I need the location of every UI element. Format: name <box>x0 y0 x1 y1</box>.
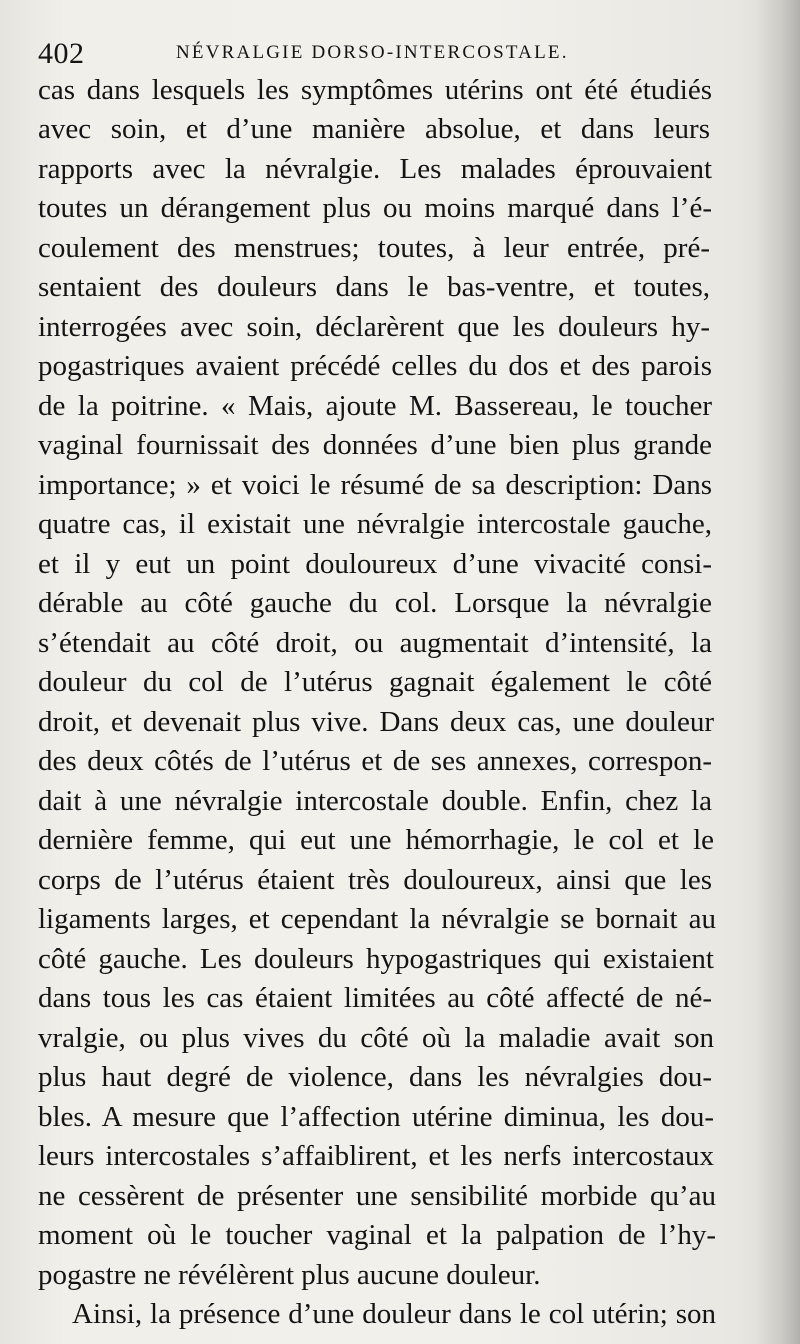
text-line: moment où le toucher vaginal et la palpation de l’hy- <box>38 1219 716 1251</box>
text-line: et il y eut un point douloureux d’une vivacité consi- <box>38 548 712 580</box>
text-line: quatre cas, il existait une névralgie intercostale gauche, <box>38 508 712 540</box>
text-line: ne cessèrent de présenter une sensibilité morbide qu’au <box>38 1180 716 1212</box>
text-line: dans tous les cas étaient limitées au côté affecté de né- <box>38 982 712 1014</box>
text-line: pogastriques avaient précédé celles du dos et des parois <box>38 350 712 382</box>
text-line: vralgie, ou plus vives du côté où la maladie avait son <box>38 1022 714 1054</box>
text-line: Ainsi, la présence d’une douleur dans le col utérin; son <box>72 1298 716 1330</box>
text-line: sentaient des douleurs dans le bas-ventre, et toutes, <box>38 271 710 303</box>
text-line: droit, et devenait plus vive. Dans deux cas, une douleur <box>38 706 714 738</box>
text-line: plus haut degré de violence, dans les névralgies dou- <box>38 1061 712 1093</box>
text-line: pogastre ne révélèrent plus aucune douleur. <box>38 1259 541 1291</box>
running-head <box>38 34 758 74</box>
text-line: toutes un dérangement plus ou moins marqué dans l’é- <box>38 192 712 224</box>
text-line: s’étendait au côté droit, ou augmentait d’intensité, la <box>38 627 712 659</box>
page-edge-shadow <box>754 0 800 1344</box>
text-line: leurs intercostales s’affaiblirent, et les nerfs intercostaux <box>38 1140 714 1172</box>
text-line: des deux côtés de l’utérus et de ses annexes, correspon- <box>38 745 712 777</box>
running-title: NÉVRALGIE DORSO-INTERCOSTALE. <box>176 42 569 63</box>
text-line: coulement des menstrues; toutes, à leur entrée, pré- <box>38 232 710 264</box>
text-line: douleur du col de l’utérus gagnait également le côté <box>38 666 712 698</box>
text-line: avec soin, et d’une manière absolue, et dans leurs <box>38 113 710 145</box>
page-number: 402 <box>38 37 85 70</box>
text-line: ligaments larges, et cependant la névralgie se bornait au <box>38 903 716 935</box>
text-line: dait à une névralgie intercostale double. Enfin, chez la <box>38 785 712 817</box>
text-line: vaginal fournissait des données d’une bien plus grande <box>38 429 712 461</box>
text-line: dernière femme, qui eut une hémorrhagie, le col et le <box>38 824 714 856</box>
text-line: corps de l’utérus étaient très douloureux, ainsi que les <box>38 864 712 896</box>
text-line: interrogées avec soin, déclarèrent que les douleurs hy- <box>38 311 710 343</box>
text-line: rapports avec la névralgie. Les malades éprouvaient <box>38 153 712 185</box>
text-line: de la poitrine. « Mais, ajoute M. Bassereau, le toucher <box>38 390 712 422</box>
text-line: bles. A mesure que l’affection utérine diminua, les dou- <box>38 1101 714 1133</box>
text-line: importance; » et voici le résumé de sa description: Dans <box>38 469 712 501</box>
text-line: cas dans lesquels les symptômes utérins ont été étudiés <box>38 74 712 106</box>
text-line: dérable au côté gauche du col. Lorsque la névralgie <box>38 587 712 619</box>
text-line: côté gauche. Les douleurs hypogastriques qui existaient <box>38 943 714 975</box>
